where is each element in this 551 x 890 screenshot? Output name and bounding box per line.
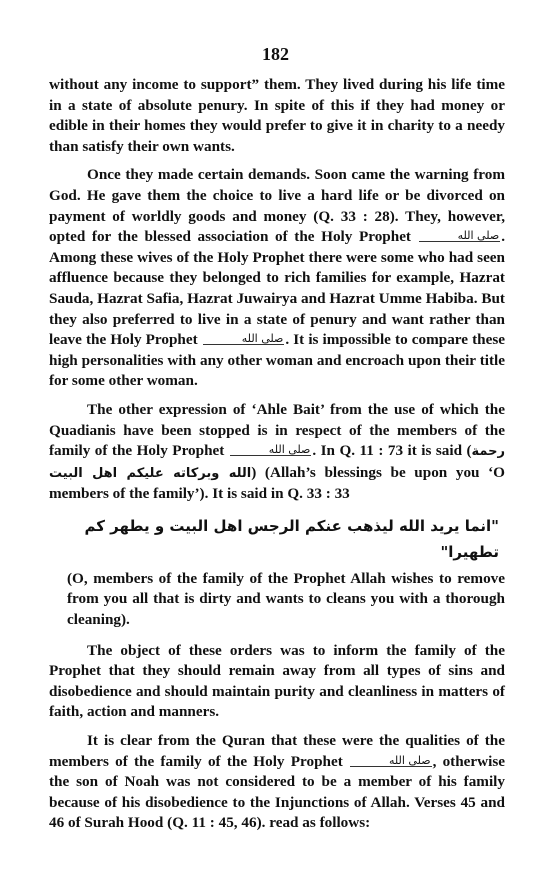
honorific-seal-icon: صلى الله [350,755,432,767]
honorific-seal-icon: صلى الله [419,230,501,242]
paragraph-text: The other expression of ‘Ahle Bait’ from the use of which the Quadianis have been stopped is in respect of the members of the family of the Holy Prophet [49,400,505,460]
verse-translation: (O, members of the family of the Prophet Allah wishes to remove from you all that is dirty and wants to cleans you with a thorough cleaning). [67,569,505,629]
honorific-seal-icon: صلى الله [230,444,312,456]
paragraph-text: . It is impossible to compare these high personalities with any other woman and encroach upon their title for some other woman. [49,331,505,390]
paragraph-text: . In Q. 11 : 73 it is said ( [312,442,472,460]
paragraph-4 [49,641,505,723]
paragraph-text: It is clear from the Quran that these were the qualities of the members of the family of the Holy Prophet [49,732,505,770]
page-number: 182 [262,44,289,64]
paragraph-3 [49,400,505,505]
paragraph-2 [49,165,505,392]
inline-arabic-quote: رحمة الله وبركاته عليكم اهل البيت [49,444,505,481]
arabic-verse: "انما يريد الله ليذهب عنكم الرجس اهل البيت و يطهر كم تطهيرا" [84,516,499,561]
honorific-seal-icon: صلى الله [203,333,285,345]
paragraph-text: ) (Allah’s blessings be upon you ‘O members of the family’). It is said in Q. 33 : 33 [49,463,505,503]
paragraph-text: . Among these wives of the Holy Prophet there were some who had seen affluence because they belonged to rich families for example, Hazrat Sauda, Hazrat Safia, Hazrat Juwairya and Hazrat Umme Habiba. But they also preferred to live in a state of penury and want rather than leave the Holy Prophet [49,228,505,349]
paragraph-text: without any income to support” them. They lived during his life time in a state of absolute penury. In spite of this if they had money or edible in their homes they would prefer to give it in charity to a needy than satisfy their own wants. [49,76,505,155]
paragraph-1 [49,75,505,157]
paragraph-text: Once they made certain demands. Soon came the warning from God. He gave them the choice to live a hard life or be divorced on payment of worldly goods and money (Q. 33 : 28). They, however, opted for the blessed association of the Holy Prophet [49,166,505,246]
paragraph-5 [49,731,505,834]
page-body [49,75,505,842]
paragraph-text: The object of these orders was to inform the family of the Prophet that they should remain away from all types of sins and disobedience and should maintain purity and cleanliness in matters of faith, action and manners. [49,641,505,721]
paragraph-text: , otherwise the son of Noah was not considered to be a member of his family because of his disobedience to the Injunctions of Allah. Verses 45 and 46 of Surah Hood (Q. 11 : 45, 46). read as follows: [49,752,505,832]
